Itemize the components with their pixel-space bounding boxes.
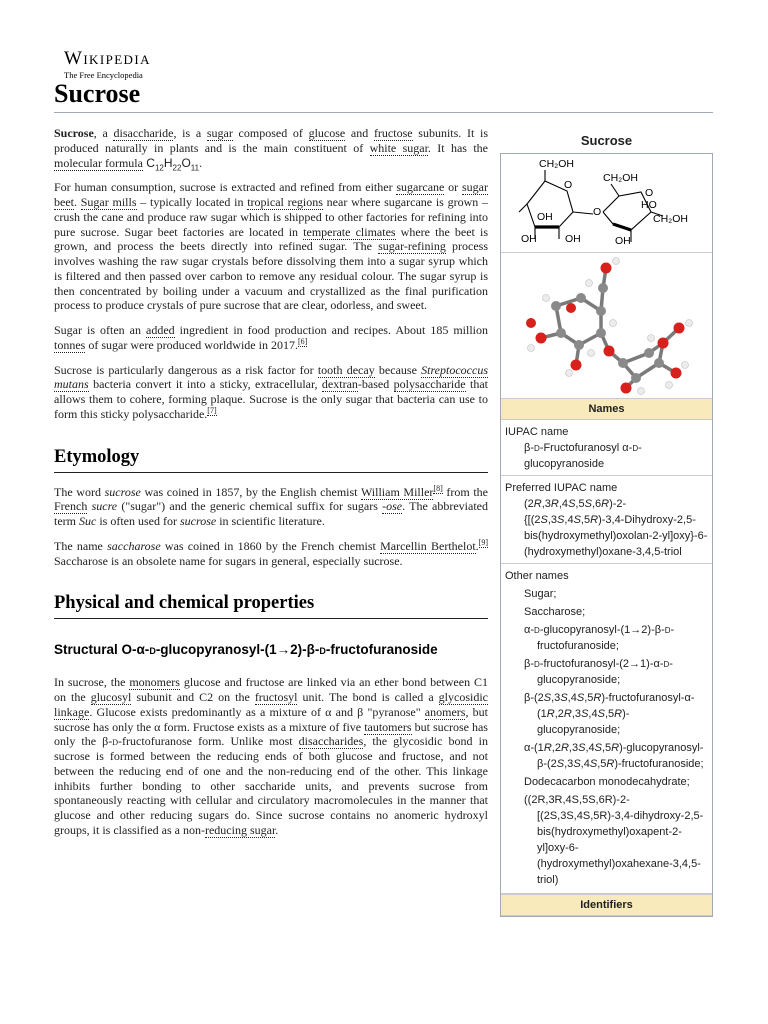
other-name-item <box>505 690 708 738</box>
text: -fructofuranoside <box>325 642 438 658</box>
heading-physical-chemical: Physical and chemical properties <box>54 592 488 619</box>
italic: S <box>568 498 576 510</box>
logo-tagline: The Free Encyclopedia <box>64 70 143 80</box>
text: unit. The bond is called a <box>297 690 439 704</box>
text: ,3 <box>568 742 579 754</box>
text: . The abbreviated term <box>54 499 488 528</box>
text: The name <box>54 538 108 553</box>
text: ,5 <box>580 514 591 526</box>
text: For human consumption, sucrose is extracted and refined from either <box>54 180 397 195</box>
text: -fructofuranoside; <box>537 624 675 652</box>
structural-formula-drawing <box>501 154 712 252</box>
text: -based <box>357 377 394 392</box>
link-glucosyl[interactable]: glucosyl <box>90 690 132 704</box>
link-tropical-regions[interactable]: tropical regions <box>247 195 323 209</box>
intro-paragraph-3 <box>54 323 488 353</box>
text: β- <box>524 658 534 670</box>
structure-label: O <box>564 179 573 191</box>
link-fructose[interactable]: fructose <box>373 126 413 140</box>
text: process involves washing the raw sugar crystals before dissolving them into a sugar syrup which is filtered and then passed over carbon to remove any residual colour. The sugar syrup is then concentrated by boiling under a vacuum and crystallized as the final purification process to produce crystals of pure sucrose that are clear, odorless, and sweet. <box>54 239 488 313</box>
text: O <box>181 155 191 170</box>
italic: R <box>533 498 542 510</box>
structure-label: OH <box>615 235 631 247</box>
text: bacteria convert it into a sticky, extracellular, <box>88 377 322 392</box>
etymology-paragraph-1 <box>54 485 488 529</box>
text: α-(1 <box>524 742 544 754</box>
text: )-glucopyranoside; <box>537 708 630 736</box>
italic: R <box>611 742 620 754</box>
italic: S <box>578 742 586 754</box>
structure-label: HO <box>641 199 657 211</box>
link-dextran[interactable]: dextran <box>321 377 358 392</box>
text: H <box>163 155 173 170</box>
iupac-name-label: IUPAC name <box>505 426 569 438</box>
link-william-miller[interactable]: William Miller <box>360 484 434 499</box>
italic-term: saccharose <box>107 538 161 553</box>
text: but sucrose has only the β- <box>54 719 488 749</box>
link-reducing-sugar[interactable]: reducing sugar <box>204 822 276 837</box>
preferred-iupac-label: Preferred IUPAC name <box>505 482 618 494</box>
link-tonnes[interactable]: tonnes <box>54 337 86 352</box>
small-caps: d <box>663 658 670 670</box>
small-caps: d <box>632 442 639 454</box>
etymology-paragraph-2 <box>54 539 488 569</box>
link-polysaccharide[interactable]: polysaccharide <box>393 377 466 392</box>
other-name-item <box>505 740 708 772</box>
text: composed of <box>232 126 309 140</box>
text: ,3 <box>551 692 561 704</box>
link-anomers[interactable]: anomers <box>424 704 466 719</box>
small-caps: d <box>534 624 540 636</box>
text: ,3 <box>564 758 574 770</box>
link-sugar[interactable]: sugar <box>206 126 233 140</box>
small-caps: d <box>664 624 671 636</box>
text: ,4 <box>580 758 590 770</box>
link-sugar-beet[interactable]: sugar beet <box>54 180 488 209</box>
text: in scientific literature. <box>216 514 325 528</box>
text: is often used for <box>96 514 180 528</box>
physical-paragraph-1 <box>54 675 488 837</box>
infobox-title: Sucrose <box>580 133 633 148</box>
text: -fructofuranose form. Unlike most <box>118 734 299 749</box>
structure-label: OH <box>521 233 537 245</box>
text: ,5 <box>604 708 615 720</box>
italic-term: sucrose <box>179 514 217 528</box>
heading-etymology: Etymology <box>54 446 488 473</box>
italic: S <box>543 692 552 704</box>
structure-label: OH <box>537 211 553 223</box>
logo-wordmark: Wikipedia <box>64 48 151 69</box>
italic-term: sucre <box>91 499 118 514</box>
text: from the <box>442 484 488 499</box>
italic: R <box>614 708 623 720</box>
structure-label: O <box>645 187 654 199</box>
preferred-iupac-row <box>501 476 712 564</box>
italic: S <box>584 498 592 510</box>
article-body <box>54 126 488 848</box>
link-white-sugar[interactable]: white sugar <box>369 140 428 155</box>
text: – typically located in <box>136 195 248 209</box>
text: of sugar were produced worldwide in 2017. <box>85 337 298 352</box>
link-ose[interactable]: -ose <box>382 499 403 514</box>
iupac-name-row <box>501 420 712 476</box>
text: )-glucopyranosyl-β-(2 <box>537 742 704 770</box>
text: . <box>475 538 479 553</box>
other-name-item: ((2R,3R,4S,5S,6R)-2-[(2S,3S,4S,5R)-3,4-dihydroxy-2,5-bis(hydroxymethyl)oxapent-2-yl]oxy-6-(hydroxymethyl)oxahexane-3,4,5-triol) <box>524 794 704 886</box>
text: ,4 <box>558 498 569 510</box>
text: ("sugar") and the generic chemical suffix for sugars <box>117 499 383 514</box>
text: or <box>444 180 462 195</box>
citation-7[interactable]: [7] <box>207 405 217 415</box>
italic: S <box>556 758 565 770</box>
text: ,5 <box>584 692 594 704</box>
text: subunit and C2 on the <box>131 690 255 704</box>
italic: S <box>560 692 568 704</box>
citation-6[interactable]: [6] <box>297 336 308 346</box>
italic: S <box>589 758 598 770</box>
text: α- <box>524 624 535 636</box>
text: , a <box>93 126 114 140</box>
other-names-label: Other names <box>505 570 569 582</box>
intro-paragraph-2 <box>54 180 488 313</box>
text: ,5 <box>575 498 585 510</box>
small-caps: d <box>149 642 156 658</box>
other-name-item: Sugar; <box>524 588 557 600</box>
chemical-formula <box>143 156 199 170</box>
text: ,3 <box>541 498 551 510</box>
text: (2 <box>524 498 534 510</box>
text: . <box>275 822 279 837</box>
small-caps: d <box>534 658 540 670</box>
text: Saccharose is an obsolete name for sugars in general, especially sucrose. <box>54 553 403 568</box>
text: . It has the <box>427 140 488 155</box>
text: )-3,4-Dihydroxy-2,5-bis(hydroxymethyl)oxolan-2-yl]oxy}-6-(hydroxymethyl)oxane-3,4,5-triol <box>524 514 708 558</box>
link-streptococcus-mutans[interactable]: Streptococcus mutans <box>54 362 488 392</box>
structural-formula-image[interactable] <box>501 154 712 253</box>
text: ,3 <box>547 514 558 526</box>
text: subunits. It is produced naturally in plants and is the main constituent of <box>54 126 488 155</box>
text: ,4 <box>564 514 574 526</box>
structure-label: O <box>593 206 602 218</box>
preferred-iupac-value <box>505 496 708 560</box>
structure-label: CH₂OH <box>603 172 638 184</box>
subheading-structural <box>54 639 488 661</box>
italic: R <box>601 498 610 510</box>
subscript: 12 <box>154 162 164 172</box>
text: ingredient in food production and recipes. About 185 million <box>174 323 488 337</box>
link-tooth-decay[interactable]: tooth decay <box>317 362 375 377</box>
text: -glucopyranoside; <box>537 658 673 686</box>
names-header: Names <box>501 398 712 420</box>
italic: S <box>573 514 581 526</box>
other-name-item: Saccharose; <box>524 606 586 618</box>
text: near where sugarcane is grown – crush the cane and produce raw sugar which is shipped to other factories for refining into pure sucrose. Sugar beet factories are located in <box>54 195 489 239</box>
text: was coined in 1860 by the French chemist <box>160 538 381 553</box>
intro-paragraph-1 <box>54 126 488 170</box>
italic: S <box>573 758 581 770</box>
italic: S <box>557 514 565 526</box>
link-fructosyl[interactable]: fructosyl <box>254 690 298 704</box>
text: , but sucrose has only the α form. Fructose exists as a mixture of five <box>54 704 488 734</box>
link-temperate-climates[interactable]: temperate climates <box>303 224 396 239</box>
text: . <box>199 155 203 170</box>
text: β- <box>524 442 534 454</box>
other-name-item <box>505 622 708 654</box>
text: In sucrose, the <box>54 675 130 690</box>
italic: S <box>597 708 605 720</box>
link-glucose[interactable]: glucose <box>308 126 346 140</box>
text: ,2 <box>551 742 561 754</box>
link-disaccharide[interactable]: disaccharide <box>113 126 174 140</box>
link-marcellin-berthelot[interactable]: Marcellin Berthelot <box>380 538 476 553</box>
ball-and-stick-drawing <box>501 253 712 398</box>
text: -glucopyranosyl-(1→2)-β- <box>155 642 320 658</box>
identifiers-header: Identifiers <box>501 894 712 916</box>
iupac-name-value <box>505 440 708 472</box>
text: -glucopyranoside <box>524 442 642 470</box>
text: -glucopyranosyl-(1→2)-β- <box>539 624 665 636</box>
text: Sugar is often an <box>54 323 147 337</box>
link-tautomers[interactable]: tautomers <box>364 719 412 734</box>
text: -Fructofuranosyl α- <box>539 442 633 454</box>
small-caps: d <box>534 442 540 454</box>
italic: R <box>550 498 559 510</box>
small-caps: d <box>112 734 119 749</box>
italic: R <box>590 514 599 526</box>
text: was coined in 1857, by the English chemist <box>140 484 361 499</box>
text: Structural O-α- <box>54 642 150 658</box>
text: ,2 <box>554 708 564 720</box>
italic: R <box>560 742 569 754</box>
link-french[interactable]: French <box>54 499 88 514</box>
text: where the beet is grown, and process the beets directly into refined sugar. The <box>54 224 488 254</box>
italic-term: sucrose <box>104 484 141 499</box>
text: and <box>345 126 374 140</box>
text: C <box>142 155 155 170</box>
text: ,4 <box>585 742 595 754</box>
italic-term: Suc <box>79 514 97 528</box>
ball-and-stick-model-image[interactable] <box>501 253 712 398</box>
title-divider <box>54 112 713 113</box>
link-added[interactable]: added <box>146 323 175 337</box>
other-names-row <box>501 564 712 894</box>
link-glycosidic-linkage[interactable]: glycosidic linkage <box>54 690 488 719</box>
text: ,3 <box>571 708 582 720</box>
small-caps: d <box>319 642 326 658</box>
text: Sucrose is particularly dangerous as a risk factor for <box>54 362 318 377</box>
text: ,5 <box>597 758 607 770</box>
text: that allows them to cohere, forming plaque. Sucrose is the only sugar that bacteria can use to form this sticky polysaccharide. <box>54 377 488 421</box>
structure-label: OH <box>565 233 581 245</box>
intro-paragraph-4 <box>54 363 488 422</box>
structure-label: CH₂OH <box>539 158 574 170</box>
text: ,4 <box>588 708 598 720</box>
italic: R <box>546 708 555 720</box>
subscript: 11 <box>190 162 200 172</box>
wikipedia-logo[interactable] <box>64 50 151 80</box>
text: The word <box>54 484 105 499</box>
link-sugarcane[interactable]: sugarcane <box>396 180 445 195</box>
text: , the glycosidic bond in sucrose is formed between the reducing ends of both glucose and fructose, and not between the reducing end of one and the non-reducing end of the other. This linkage inhibits further bonding to other saccharide units, and prevents sucrose from spontaneously reacting with cellular and circulatory macromolecules in the manner that glucose and other reducing sugars do. Since sucrose contains no anomeric hydroxyl groups, it is classified as a non- <box>54 734 488 837</box>
italic: S <box>540 514 548 526</box>
text: )-fructofuranosyl-α-(1 <box>537 692 695 720</box>
text: . <box>74 195 81 209</box>
italic: R <box>543 742 552 754</box>
italic: R <box>563 708 572 720</box>
text: ,4 <box>567 692 577 704</box>
link-molecular-formula[interactable]: molecular formula <box>54 155 143 170</box>
text: glucose and fructose are linked via an ether bond between C1 on the <box>54 675 488 704</box>
page-title: Sucrose <box>54 79 141 108</box>
text: . Glucose exists predominantly as a mixture of α and β "pyranose" <box>89 704 425 719</box>
bold-term: Sucrose <box>54 126 94 140</box>
text: -fructofuranosyl-(2→1)-α- <box>539 658 664 670</box>
link-sugar-refining[interactable]: sugar-refining <box>378 239 446 254</box>
link-sugar-mills[interactable]: Sugar mills <box>80 195 137 209</box>
other-name-item: Dodecacarbon monodecahydrate; <box>524 776 690 788</box>
text: ,6 <box>591 498 602 510</box>
text: β-(2 <box>524 692 544 704</box>
link-disaccharides[interactable]: disaccharides <box>298 734 364 749</box>
text: because <box>374 362 422 377</box>
infobox <box>500 131 713 917</box>
italic: R <box>593 692 602 704</box>
subscript: 22 <box>172 162 182 172</box>
italic: S <box>581 708 589 720</box>
text: ,5 <box>601 742 612 754</box>
other-name-item <box>505 656 708 688</box>
infobox-frame <box>500 153 713 917</box>
structure-label: CH₂OH <box>653 213 688 225</box>
citation-8[interactable]: [8] <box>433 483 443 493</box>
citation-9[interactable]: [9] <box>478 537 488 547</box>
italic: R <box>606 758 615 770</box>
italic: S <box>594 742 602 754</box>
italic: S <box>576 692 585 704</box>
text: )-2-{[(2 <box>524 498 627 526</box>
text: )-fructofuranoside; <box>614 758 704 770</box>
link-monomers[interactable]: monomers <box>129 675 180 690</box>
text: , is a <box>173 126 207 140</box>
